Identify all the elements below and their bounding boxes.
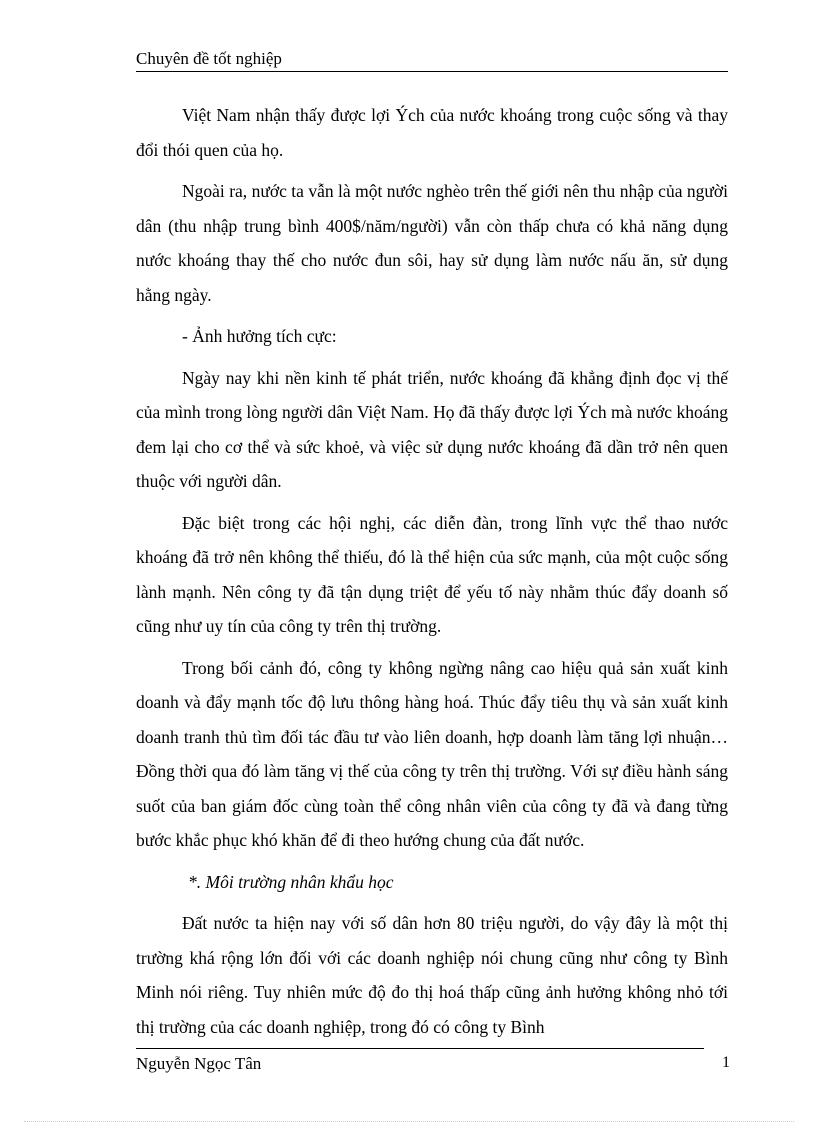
- page-boundary: [24, 1121, 794, 1122]
- section-heading: *. Môi trường nhân khẩu học: [188, 871, 394, 892]
- paragraph: Trong bối cảnh đó, công ty không ngừng nâng cao hiệu quả sản xuất kinh doanh và đẩy mạnh tốc độ lưu thông hàng hoá. Thúc đẩy tiêu thụ và sản xuất kinh doanh tranh thủ tìm đối tác đầu tư vào liên doanh, hợp doanh làm tăng lợi nhuận… Đồng thời qua đó làm tăng vị thế của công ty trên thị trường. Với sự điều hành sáng suốt của ban giám đốc cùng toàn thể công nhân viên của công ty đã và đang từng bước khắc phục khó khăn để đi theo hướng chung của đất nước.: [136, 657, 728, 850]
- paragraph: Đặc biệt trong các hội nghị, các diễn đàn, trong lĩnh vực thể thao nước khoáng đã trở nên không thể thiếu, đó là thể hiện của sức mạnh, của một cuộc sống lành mạnh. Nên công ty đã tận dụng triệt để yếu tố này nhằm thúc đẩy doanh số cũng như uy tín của công ty trên thị trường.: [136, 512, 728, 636]
- page-number: 1: [722, 1054, 730, 1071]
- section-subheading: - Ảnh hưởng tích cực:: [182, 326, 337, 346]
- footer-divider: [136, 1048, 704, 1049]
- paragraph: Ngày nay khi nền kinh tế phát triển, nước khoáng đã khẳng định đọc vị thế của mình trong lòng người dân Việt Nam. Họ đã thấy được lợi Ých mà nước khoáng đem lại cho cơ thể và sức khoẻ, và việc sử dụng nước khoáng đã dần trở nên quen thuộc với người dân.: [136, 367, 728, 491]
- page-header: Chuyên đề tốt nghiệp: [136, 48, 728, 72]
- document-body: [136, 98, 728, 1051]
- footer-author: Nguyễn Ngọc Tân: [136, 1054, 262, 1073]
- paragraph: Đất nước ta hiện nay với số dân hơn 80 triệu người, do vậy đây là một thị trường khá rộng lớn đối với các doanh nghiệp nói chung cũng như công ty Bình Minh nói riêng. Tuy nhiên mức độ đo thị hoá thấp cũng ảnh hưởng không nhỏ tới thị trường của các doanh nghiệp, trong đó có công ty Bình: [136, 913, 728, 1037]
- paragraph: Ngoài ra, nước ta vẫn là một nước nghèo trên thế giới nên thu nhập của người dân (thu nhập trung bình 400$/năm/người) vẫn còn thấp chưa có khả năng dụng nước khoáng thay thế cho nước đun sôi, hay sử dụng làm nước nấu ăn, sử dụng hằng ngày.: [136, 181, 728, 305]
- paragraph: Việt Nam nhận thấy được lợi Ých của nước khoáng trong cuộc sống và thay đổi thói quen của họ.: [136, 105, 728, 160]
